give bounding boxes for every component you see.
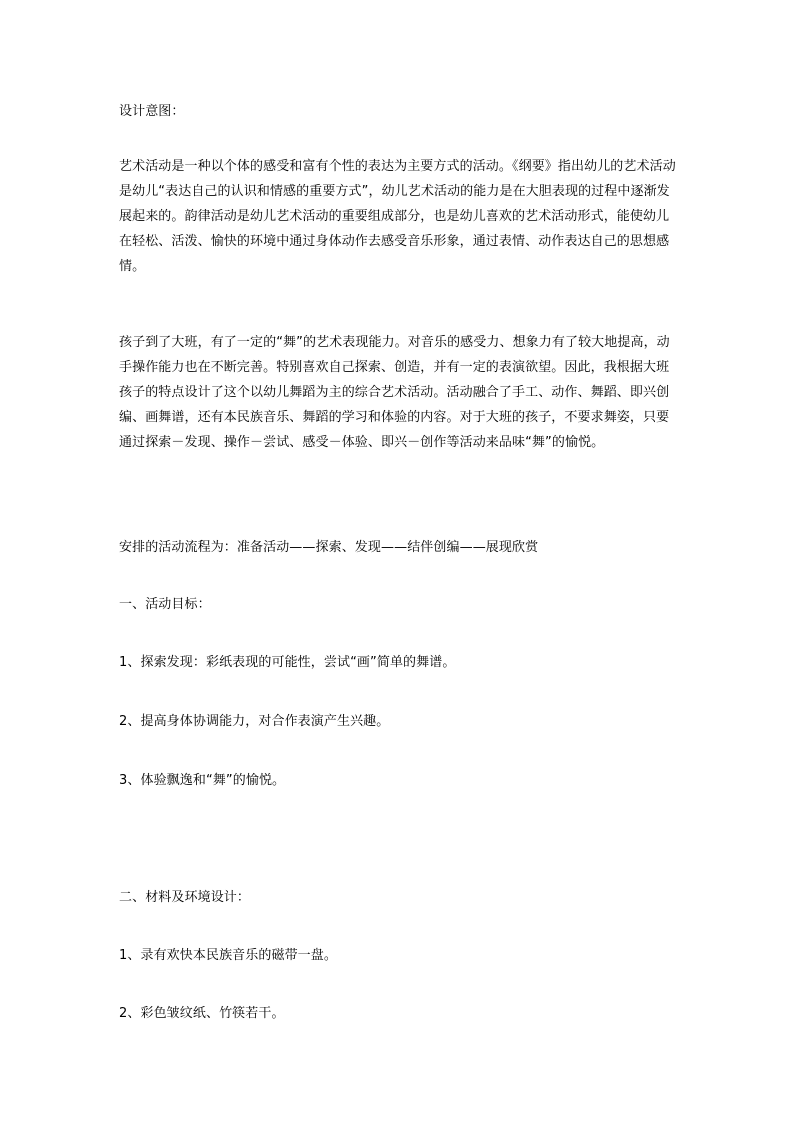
goal-item-1: 1、探索发现：彩纸表现的可能性，尝试“画”简单的舞谱。 [119, 655, 456, 670]
design-intent-heading: 设计意图： [119, 104, 185, 119]
class-paragraph: 孩子到了大班，有了一定的“舞”的艺术表现能力。对音乐的感受力、想象力有了较大地提高，动手操作能力也在不断完善。特别喜欢自己探索、创造，并有一定的表演欲望。因此，我根据大班孩子的特点设计了这个以幼儿舞蹈为主的综合艺术活动。活动融合了手工、动作、舞蹈、即兴创编、画舞谱，还有本民族音乐、舞蹈的学习和体验的内容。对于大班的孩子，不要求舞姿，只要通过探索－发现、操作－尝试、感受－体验、即兴－创作等活动来品味“舞”的愉悦。 [119, 335, 670, 450]
goal-item-3: 3、体验飘逸和“舞”的愉悦。 [119, 773, 286, 788]
material-item-1: 1、录有欢快本民族音乐的磁带一盘。 [119, 948, 337, 963]
intro-paragraph: 艺术活动是一种以个体的感受和富有个性的表达为主要方式的活动。《纲要》指出幼儿的艺术活动是幼儿“表达自己的认识和情感的重要方式”，幼儿艺术活动的能力是在大胆表现的过程中逐渐发展起来的。韵律活动是幼儿艺术活动的重要组成部分，也是幼儿喜欢的艺术活动形式，能使幼儿在轻松、活泼、愉快的环境中通过身体动作去感受音乐形象，通过表情、动作表达自己的思想感情。 [119, 159, 676, 274]
materials-heading: 二、材料及环境设计： [119, 890, 251, 905]
goals-heading: 一、活动目标： [119, 597, 211, 612]
material-item-2: 2、彩色皱纹纸、竹筷若干。 [119, 1006, 285, 1021]
activity-flow-line: 安排的活动流程为：准备活动——探索、发现——结伴创编——展现欣赏 [119, 540, 539, 555]
goal-item-2: 2、提高身体协调能力，对合作表演产生兴趣。 [119, 714, 390, 729]
